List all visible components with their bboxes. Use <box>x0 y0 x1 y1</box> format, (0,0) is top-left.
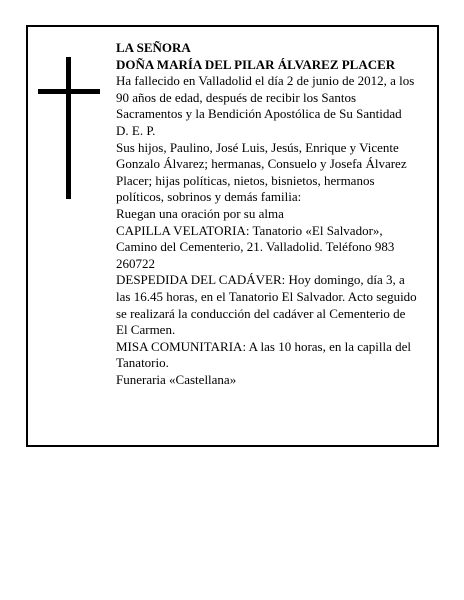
prayer-request: Ruegan una oración por su alma <box>116 205 284 221</box>
obituary-notice <box>26 25 439 447</box>
obituary-text <box>116 40 420 388</box>
cross-vertical-bar <box>66 57 71 199</box>
mass-info: MISA COMUNITARIA: A las 10 horas, en la capilla del Tanatorio. <box>116 338 412 371</box>
rip-line: D. E. P. <box>116 122 156 138</box>
cross-horizontal-bar <box>38 89 100 94</box>
deceased-name: DOÑA MARÍA DEL PILAR ÁLVAREZ PLACER <box>116 56 396 72</box>
notice-title: LA SEÑORA <box>116 40 191 55</box>
funeral-home: Funeraria «Castellana» <box>116 371 237 387</box>
family-list: Sus hijos, Paulino, José Luis, Jesús, Enrique y Vicente Gonzalo Álvarez; hermanas, Consuelo y Josefa Álvarez Placer; hijas políticas, nietos, bisnietos, hermanos políticos, sobrinos y demás familia: <box>116 139 407 205</box>
farewell-info: DESPEDIDA DEL CADÁVER: Hoy domingo, día 3, a las 16.45 horas, en el Tanatorio El Salvador. Acto seguido se realizará la conducción del cadáver al Cementerio de El Carmen. <box>116 272 417 338</box>
wake-info: CAPILLA VELATORIA: Tanatorio «El Salvador», Camino del Cementerio, 21. Valladolid. Teléfono 983 260722 <box>116 222 395 271</box>
death-statement: Ha fallecido en Valladolid el día 2 de junio de 2012, a los 90 años de edad, después de recibir los Santos Sacramentos y la Bendición Apostólica de Su Santidad <box>116 73 415 122</box>
cross-icon <box>38 57 100 199</box>
